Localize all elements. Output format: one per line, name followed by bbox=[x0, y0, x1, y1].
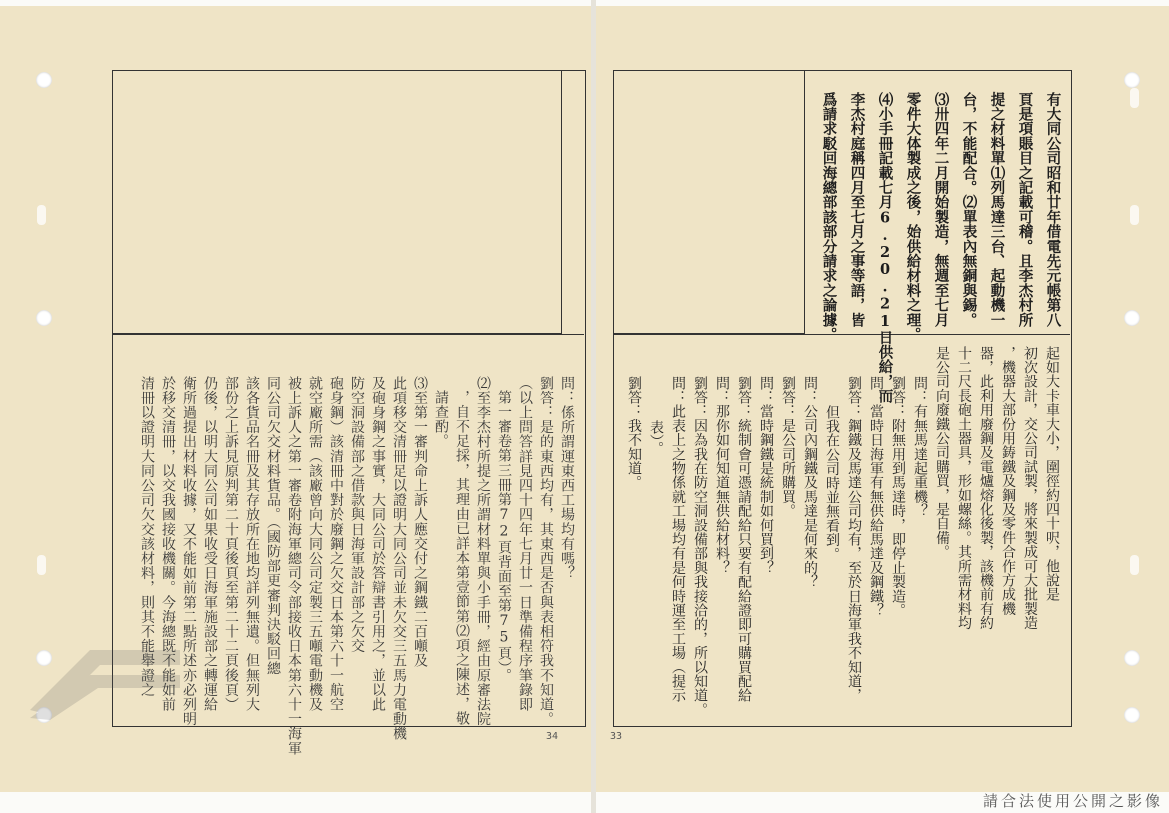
text-column: 問：當時日海軍有無供給馬達及鋼鐵？ bbox=[868, 376, 884, 618]
text-column: 防空洞設備部之借款與日海軍設計部之欠交 bbox=[349, 376, 365, 654]
text-column: 有大同公司昭和廿年借電先元帳第八 bbox=[1044, 92, 1062, 328]
text-column: 劉答：因為我在防空洞設備部與我接洽的，所以知道。 bbox=[692, 376, 708, 717]
text-column: 問：有無馬達起重機？ bbox=[912, 376, 928, 518]
binder-hole bbox=[1124, 310, 1140, 326]
usage-notice: 請合法使用公開之影像 bbox=[982, 792, 1163, 810]
left-page-inner-box bbox=[112, 70, 562, 334]
text-column: 就空廠所需（該廠曾向大同公司定製三五噸電動機及 bbox=[307, 376, 323, 712]
text-column: 被上訴人之第一審卷附海軍總司令部接收日本第六十一海軍 bbox=[286, 376, 302, 756]
tape-mark bbox=[1130, 205, 1139, 225]
text-column: 頁是項賬目之記載可稽。且李杰村所 bbox=[1016, 92, 1034, 328]
tape-mark bbox=[1130, 555, 1139, 575]
binder-hole bbox=[36, 310, 52, 326]
text-column: ⑶卅四年二月開始製造，無週至七月 bbox=[932, 92, 950, 328]
text-column: ，自不足採，其理由已詳本第壹節第⑵項之陳述，敬 bbox=[454, 390, 470, 726]
text-column: 清冊以證明大同公司欠交該材料，則其不能舉證之 bbox=[139, 376, 155, 698]
text-column: 零件大体製成之後，始供給材料之理。 bbox=[904, 92, 922, 342]
text-column: 及砲身鋼之事實，大同公司於答辯書引用之，並以此 bbox=[370, 376, 386, 712]
page-number-left: 34 bbox=[546, 731, 559, 742]
text-column: 於移交清冊，以交我國接收機關。今海總既不能如前 bbox=[160, 376, 176, 712]
text-column: 台，不能配合。⑵單表內無銅與錫。 bbox=[960, 92, 978, 328]
text-column: ⑷小手冊記載七月6.20.21日供給，而 bbox=[876, 92, 894, 404]
text-column: ⑶至第一審判命上訴人應交付之鋼鐵二百噸及 bbox=[412, 376, 428, 668]
text-column: 問：當時鋼鐵是統制如何買到？ bbox=[758, 376, 774, 575]
left-page-divider bbox=[112, 334, 584, 335]
text-column: 初次設計，交公司試製，將來製成可大批製造 bbox=[1022, 346, 1038, 630]
text-column: 但我在公司時並無看到。 bbox=[824, 405, 840, 562]
text-column: 部份之上訴見原判第二十頁後頁至第二十二頁後頁） bbox=[223, 376, 239, 712]
text-column: 問：係所謂運東西工場均有嗎？ bbox=[559, 376, 575, 581]
text-column: 劉答：是的東西均有，其東西是否與表相符我不知道。 bbox=[538, 376, 554, 727]
text-column: 問：那你如何知道無供給材料？ bbox=[714, 376, 730, 575]
binder-hole bbox=[1124, 650, 1140, 666]
text-column: 起如大卡車大小，圍徑約四十呎，他說是 bbox=[1044, 346, 1060, 602]
text-column: 劉答：我不知道。 bbox=[626, 376, 642, 490]
binder-hole bbox=[36, 72, 52, 88]
text-column: 爲請求駁回海總部該部分請求之論據。 bbox=[820, 92, 838, 342]
page-fold bbox=[591, 0, 596, 813]
text-column: 此項移交清冊足以證明大同公司並未欠交三五馬力電動機 bbox=[391, 376, 407, 741]
text-column: 劉答：鋼鐵及馬達公司均有，至於日海軍我不知道， bbox=[846, 376, 862, 703]
text-column: 表）。 bbox=[648, 420, 664, 456]
archive-stamp bbox=[30, 640, 180, 720]
text-column: 李杰村庭稱四月至七月之事等語，皆 bbox=[848, 92, 866, 328]
text-column: ⑵至李杰村所提之所謂材料單與小手冊，經由原審法院 bbox=[475, 376, 491, 727]
tape-mark bbox=[37, 205, 46, 225]
tape-mark bbox=[1130, 88, 1139, 108]
text-column: 問：此表上之物係就工場均有是何時運至工場（提示 bbox=[670, 376, 686, 703]
text-column: 請查酌。 bbox=[433, 390, 449, 449]
page-number-right: 33 bbox=[610, 731, 623, 742]
text-column: 同公司欠交材料貨品。（國防部更審判決駁回總 bbox=[265, 376, 281, 676]
right-page-divider bbox=[613, 334, 1070, 335]
right-page-inner-box bbox=[613, 70, 805, 334]
text-column: 問：公司內鋼鐵及馬達是何來的？ bbox=[802, 376, 818, 589]
text-column: 劉答：是公司所購買。 bbox=[780, 376, 796, 518]
binder-hole bbox=[1124, 707, 1140, 723]
text-column: 提之材料單⑴列馬達三台、起動機一 bbox=[988, 92, 1006, 328]
text-column: （以上問答詳見四十四年七月廿一日準備程序筆錄即 bbox=[517, 376, 533, 712]
binder-hole bbox=[1124, 72, 1140, 88]
text-column: 十二尺長砲土器具，形如螺絲。其所需材料均 bbox=[956, 346, 972, 630]
text-column: 衛所過提出材料收據，又不能如前第二點所述亦必列明 bbox=[181, 376, 197, 727]
text-column: 劉答：附無用到馬達時，即停止製造。 bbox=[890, 376, 906, 618]
text-column: 第一審卷第三冊第72頁背面至第75頁）。 bbox=[496, 390, 512, 683]
tape-mark bbox=[37, 555, 46, 575]
text-column: 是公司向廢鐵公司購買，是自備。 bbox=[934, 346, 950, 559]
text-column: ，機器大部份用鋳鐵及鋼及零件合作方成機 bbox=[1000, 346, 1016, 616]
text-column: 仍後，以明大同公司如果收受日海軍施設部之轉運給 bbox=[202, 376, 218, 712]
text-column: 該各貨品名冊及其存放所在地均詳列無遺。但無列大 bbox=[244, 376, 260, 712]
text-column: 砲身鋼）該清冊中對於廢鋼之欠交日本第六十一航空 bbox=[328, 376, 344, 712]
text-column: 劉答：統制會可憑請配給只要有配給證即可購買配給 bbox=[736, 376, 752, 703]
text-column: 器，此利用廢鋼及電爐熔化後製，該機前有約 bbox=[978, 346, 994, 630]
